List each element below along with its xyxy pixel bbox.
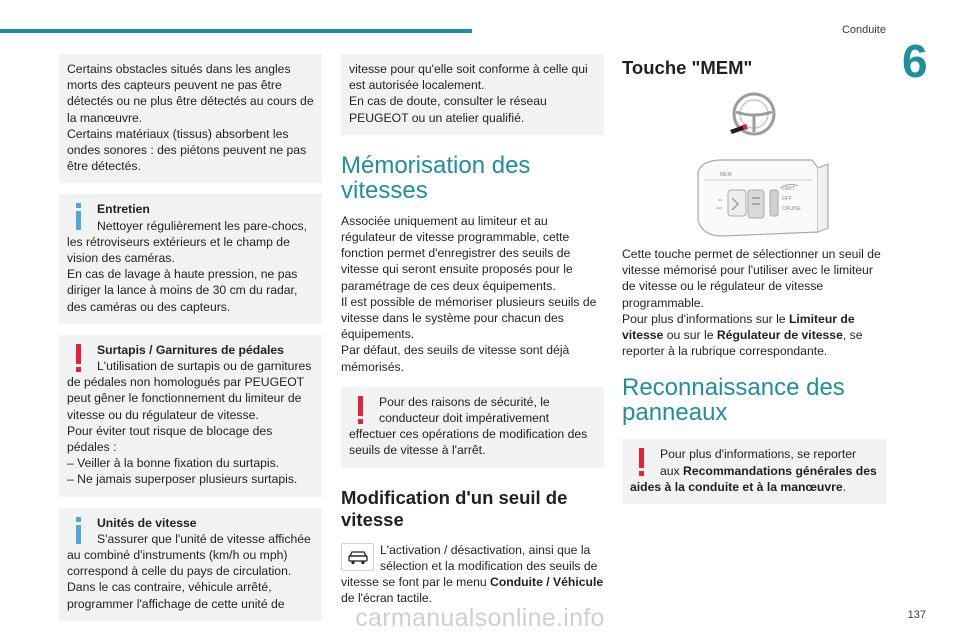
note-text: En cas de doute, consulter le réseau PEUGEOT ou un atelier qualifié. bbox=[349, 94, 547, 125]
column-3 bbox=[622, 54, 886, 515]
note-text: Pour éviter tout risque de blocage des pédales : bbox=[67, 423, 273, 455]
note-text: Dans le cas contraire, véhicule arrêté, programmer l'affichage de cette unité de bbox=[67, 580, 285, 611]
note-obstacles bbox=[59, 54, 322, 183]
text-run: Pour plus d'informations, se reporter aux bbox=[660, 447, 857, 478]
link-regulateur: Régulateur de vitesse bbox=[716, 328, 843, 343]
note-text: Nettoyer régulièrement les pare-chocs, les rétroviseurs extérieurs et le champ de vision des caméras. bbox=[67, 218, 307, 266]
heading-modification: Modification d'un seuil de vitesse bbox=[341, 486, 568, 530]
note-title: Entretien bbox=[97, 202, 150, 217]
page-number: 137 bbox=[907, 609, 926, 621]
paragraph: Associée uniquement au limiteur et au régulateur de vitesse programmable, cette fonction permet d'enregistrer des seuils de vitesse qui seront ensuite proposés pour le paramétrage de ces deux équipements. bbox=[341, 213, 573, 293]
section-title: Conduite bbox=[841, 24, 886, 36]
chapter-number: 6 bbox=[902, 35, 928, 87]
steering-control-drawing bbox=[622, 90, 886, 240]
body-mem bbox=[622, 246, 886, 359]
heading-mem: Touche "MEM" bbox=[622, 57, 753, 78]
body-memorisation bbox=[341, 213, 604, 375]
cruise-stalk-drawing bbox=[698, 160, 828, 236]
warning-icon bbox=[630, 446, 654, 478]
chapter-tab bbox=[896, 32, 960, 90]
note-title: Unités de vitesse bbox=[97, 515, 197, 530]
text-run: . bbox=[842, 479, 847, 494]
mem-label: MEM bbox=[720, 172, 732, 178]
text-run: Pour plus d'informations sur le bbox=[622, 311, 789, 326]
note-text: Certains obstacles situés dans les angles morts des capteurs peuvent ne pas être détectés ou ne plus être détectés au cours de la manœuvre. bbox=[67, 62, 314, 125]
steering-wheel-icon bbox=[730, 94, 774, 134]
menu-path: Conduite / Véhicule bbox=[490, 575, 604, 590]
note-text: Certains matériaux (tissus) absorbent les ondes sonores : des piétons peuvent ne pas être détectés. bbox=[67, 126, 307, 174]
paragraph: Par défaut, des seuils de vitesse sont déjà mémorisés. bbox=[341, 343, 570, 374]
off-label: OFF bbox=[782, 196, 792, 202]
paragraph-info bbox=[622, 311, 886, 360]
note-panneaux bbox=[622, 439, 886, 504]
note-entretien bbox=[59, 194, 322, 323]
note-text: En cas de lavage à haute pression, ne pas diriger la lance à moins de 30 cm du radar, des caméras ou des capteurs. bbox=[67, 267, 298, 314]
info-icon bbox=[67, 515, 91, 547]
note-text: Pour des raisons de sécurité, le conducteur doit impérativement effectuer ces opérations de modification des seuils de vitesse à l'arrêt. bbox=[349, 394, 588, 458]
column-2 bbox=[341, 54, 604, 606]
note-text: vitesse pour qu'elle soit conforme à celle qui est autorisée localement. bbox=[349, 62, 588, 93]
reference-title: Recommandations générales des aides à la conduite et à la manœuvre bbox=[630, 463, 877, 494]
warning-icon bbox=[349, 394, 373, 426]
vehicle-menu-icon bbox=[341, 543, 374, 571]
text-run: , se reporter à la rubrique correspondante. bbox=[622, 328, 863, 359]
note-continued bbox=[341, 54, 604, 135]
note-surtapis bbox=[59, 335, 322, 497]
header-accent-bar bbox=[0, 29, 472, 33]
note-text bbox=[630, 446, 878, 495]
heading-panneaux: Reconnaissance des panneaux bbox=[622, 374, 845, 427]
menu-text bbox=[341, 542, 604, 607]
limit-label: LIMIT bbox=[782, 186, 795, 192]
heading-memorisation: Mémorisation des vitesses bbox=[341, 151, 531, 204]
menu-text-before: L'activation / désactivation, ainsi que la sélection et la modification des seuils de vitesse se font par le menu bbox=[341, 542, 598, 590]
info-icon bbox=[67, 201, 91, 233]
paragraph: Cette touche permet de sélectionner un seuil de vitesse mémorisé pour l'utiliser avec le limiteur de vitesse ou le régulateur de vitesse programmable. bbox=[622, 247, 881, 310]
column-1 bbox=[59, 54, 322, 632]
note-text: L'utilisation de surtapis ou de garnitures de pédales non homologués par PEUGEOT peut gêner le fonctionnement du limiteur de vitesse ou du régulateur de vitesse. bbox=[67, 359, 312, 422]
watermark: carmanualsonline.info bbox=[355, 604, 605, 632]
link-limiteur: Limiteur de vitesse bbox=[622, 311, 855, 343]
cruise-label: CRUISE bbox=[782, 206, 801, 212]
mem-button-illustration bbox=[622, 90, 886, 240]
note-text: S'assurer que l'unité de vitesse affichée au combiné d'instruments (km/h ou mph) correspond à celle du pays de circulation. bbox=[67, 531, 311, 579]
menu-text-after: de l'écran tactile. bbox=[341, 591, 433, 606]
menu-paragraph bbox=[341, 542, 604, 607]
paragraph: Il est possible de mémoriser plusieurs seuils de vitesse dans le système pour chacun des équipements. bbox=[341, 294, 597, 342]
warning-icon bbox=[67, 342, 91, 374]
bullet-item: – Ne jamais superposer plusieurs surtapis. bbox=[67, 472, 298, 487]
note-securite bbox=[341, 387, 604, 468]
bullet-item: – Veiller à la bonne fixation du surtapis. bbox=[67, 456, 280, 471]
note-title: Surtapis / Garnitures de pédales bbox=[97, 342, 284, 357]
text-run: ou sur le bbox=[663, 328, 717, 343]
